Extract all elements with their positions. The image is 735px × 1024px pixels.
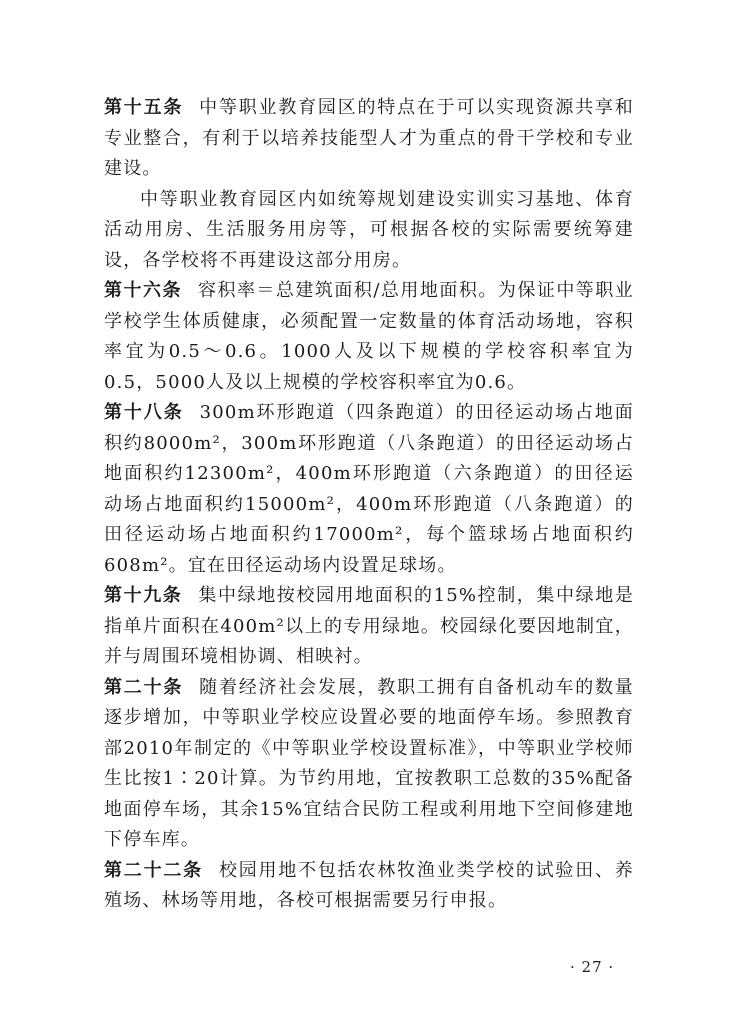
article-19 [104, 581, 634, 673]
article-15 [104, 93, 634, 185]
article-text: 容积率＝总建筑面积/总用地面积。为保证中等职业学校学生体质健康，必须配置一定数量的体育活动场地，容积率宜为0.5～0.6。1000人及以下规模的学校容积率宜为0.5，5000人及以上规模的学校容积率宜为0.6。 [104, 280, 634, 393]
article-number: 第十八条 [104, 402, 184, 423]
article-text: 集中绿地按校园用地面积的15%控制，集中绿地是指单片面积在400m²以上的专用绿地。校园绿化要因地制宜，并与周围环境相协调、相映衬。 [104, 585, 634, 667]
article-20 [104, 673, 634, 856]
article-text: 随着经济社会发展，教职工拥有自备机动车的数量逐步增加，中等职业学校应设置必要的地面停车场。参照教育部2010年制定的《中等职业学校设置标准》，中等职业学校师生比按1∶20计算。为节约用地，宜按教职工总数的35%配备地面停车场，其余15%宜结合民防工程或利用地下空间修建地下停车库。 [104, 676, 634, 850]
article-number: 第十六条 [104, 280, 182, 301]
article-18 [104, 398, 634, 581]
article-text: 中等职业教育园区的特点在于可以实现资源共享和专业整合，有利于以培养技能型人才为重点的骨干学校和专业建设。 [104, 97, 634, 179]
article-number: 第二十条 [104, 676, 184, 698]
page-number: · 27 · [570, 958, 615, 976]
article-16 [104, 276, 634, 398]
article-text: 校园用地不包括农林牧渔业类学校的试验田、养殖场、林场等用地，各校可根据需要另行申报。 [104, 859, 635, 911]
article-text: 300m环形跑道（四条跑道）的田径运动场占地面积约8000m²，300m环形跑道（八条跑道）的田径运动场占地面积约12300m²，400m环形跑道（六条跑道）的田径运动场占地面积约15000m²，400m环形跑道（八条跑道）的田径运动场占地面积约17000m²，每个篮球场占地面积约608m²。宜在田径运动场内设置足球场。 [104, 402, 634, 576]
article-22 [104, 856, 634, 917]
article-number: 第二十二条 [104, 859, 203, 881]
document-body [104, 93, 634, 917]
article-number: 第十九条 [104, 585, 183, 606]
article-number: 第十五条 [104, 97, 184, 118]
article-15-continuation: 中等职业教育园区内如统筹规划建设实训实习基地、体育活动用房、生活服务用房等，可根据各校的实际需要统筹建设，各学校将不再建设这部分用房。 [104, 188, 634, 271]
